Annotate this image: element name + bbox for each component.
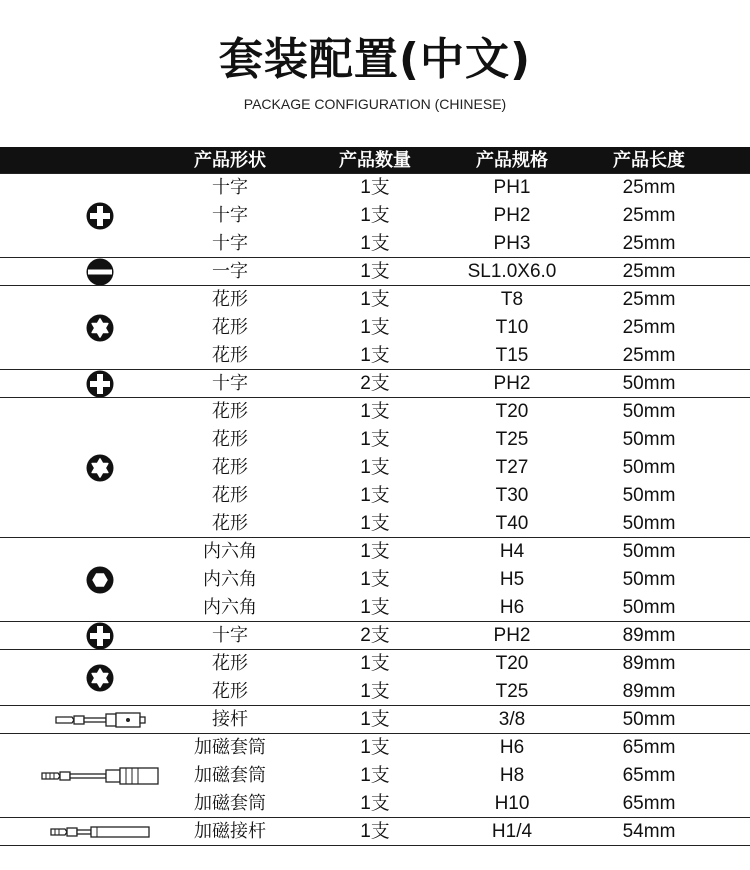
page-title: 套装配置(中文) bbox=[218, 34, 532, 85]
length-cell: 25mm bbox=[622, 289, 676, 310]
spec-cell: SL1.0X6.0 bbox=[467, 261, 557, 282]
phillips-icon bbox=[85, 369, 115, 399]
table-row bbox=[0, 790, 750, 818]
table-header bbox=[0, 147, 750, 174]
table-row bbox=[0, 482, 750, 510]
quantity-cell: 1支 bbox=[360, 653, 390, 674]
length-cell: 50mm bbox=[622, 457, 676, 478]
length-cell: 50mm bbox=[622, 513, 676, 534]
length-cell: 89mm bbox=[622, 681, 676, 702]
table-row bbox=[0, 286, 750, 314]
table-row bbox=[0, 230, 750, 258]
header-length: 产品长度 bbox=[613, 150, 685, 171]
quantity-cell: 1支 bbox=[360, 541, 390, 562]
quantity-cell: 1支 bbox=[360, 737, 390, 758]
spec-cell: H4 bbox=[499, 541, 525, 562]
torx-icon bbox=[85, 313, 115, 343]
row-divider bbox=[0, 845, 750, 846]
bit-holder-icon bbox=[49, 823, 151, 841]
shape-cell: 花形 bbox=[212, 457, 248, 478]
quantity-cell: 1支 bbox=[360, 345, 390, 366]
shape-cell: 接杆 bbox=[212, 709, 248, 730]
quantity-cell: 1支 bbox=[360, 821, 390, 842]
table-row bbox=[0, 342, 750, 370]
shape-cell: 花形 bbox=[212, 429, 248, 450]
shape-cell: 花形 bbox=[212, 681, 248, 702]
length-cell: 25mm bbox=[622, 261, 676, 282]
shape-cell: 内六角 bbox=[203, 569, 257, 590]
spec-cell: T27 bbox=[495, 457, 529, 478]
length-cell: 50mm bbox=[622, 485, 676, 506]
header-shape: 产品形状 bbox=[194, 150, 266, 171]
shape-cell: 加磁套筒 bbox=[194, 737, 266, 758]
quantity-cell: 1支 bbox=[360, 709, 390, 730]
length-cell: 25mm bbox=[622, 233, 676, 254]
spec-cell: H8 bbox=[499, 765, 525, 786]
quantity-cell: 1支 bbox=[360, 569, 390, 590]
table-row bbox=[0, 594, 750, 622]
spec-cell: T25 bbox=[495, 429, 529, 450]
length-cell: 50mm bbox=[622, 541, 676, 562]
shape-cell: 内六角 bbox=[203, 597, 257, 618]
shape-cell: 加磁套筒 bbox=[194, 793, 266, 814]
spec-cell: PH2 bbox=[493, 625, 531, 646]
quantity-cell: 2支 bbox=[360, 373, 390, 394]
spec-cell: T30 bbox=[495, 485, 529, 506]
length-cell: 25mm bbox=[622, 205, 676, 226]
spec-cell: T40 bbox=[495, 513, 529, 534]
length-cell: 50mm bbox=[622, 597, 676, 618]
quantity-cell: 2支 bbox=[360, 625, 390, 646]
quantity-cell: 1支 bbox=[360, 317, 390, 338]
slotted-icon bbox=[85, 257, 115, 287]
shape-cell: 十字 bbox=[212, 205, 248, 226]
quantity-cell: 1支 bbox=[360, 457, 390, 478]
quantity-cell: 1支 bbox=[360, 513, 390, 534]
length-cell: 65mm bbox=[622, 765, 676, 786]
spec-cell: H10 bbox=[494, 793, 530, 814]
table-row bbox=[0, 734, 750, 762]
spec-cell: T25 bbox=[495, 681, 529, 702]
quantity-cell: 1支 bbox=[360, 597, 390, 618]
shape-cell: 十字 bbox=[212, 373, 248, 394]
shape-cell: 花形 bbox=[212, 513, 248, 534]
spec-cell: PH1 bbox=[493, 177, 531, 198]
quantity-cell: 1支 bbox=[360, 233, 390, 254]
length-cell: 25mm bbox=[622, 317, 676, 338]
spec-cell: H1/4 bbox=[491, 821, 533, 842]
torx-icon bbox=[85, 453, 115, 483]
table-row bbox=[0, 398, 750, 426]
length-cell: 25mm bbox=[622, 177, 676, 198]
length-cell: 65mm bbox=[622, 737, 676, 758]
spec-cell: 3/8 bbox=[498, 709, 526, 730]
shape-cell: 花形 bbox=[212, 289, 248, 310]
spec-cell: H5 bbox=[499, 569, 525, 590]
table-row bbox=[0, 510, 750, 538]
quantity-cell: 1支 bbox=[360, 765, 390, 786]
spec-cell: T8 bbox=[500, 289, 524, 310]
spec-cell: T20 bbox=[495, 401, 529, 422]
quantity-cell: 1支 bbox=[360, 793, 390, 814]
shape-cell: 加磁套筒 bbox=[194, 765, 266, 786]
quantity-cell: 1支 bbox=[360, 401, 390, 422]
shape-cell: 花形 bbox=[212, 317, 248, 338]
shape-cell: 十字 bbox=[212, 177, 248, 198]
spec-cell: H6 bbox=[499, 737, 525, 758]
header-quantity: 产品数量 bbox=[339, 150, 411, 171]
torx-icon bbox=[85, 663, 115, 693]
quantity-cell: 1支 bbox=[360, 289, 390, 310]
spec-cell: PH3 bbox=[493, 233, 531, 254]
length-cell: 50mm bbox=[622, 401, 676, 422]
page-subtitle: PACKAGE CONFIGURATION (CHINESE) bbox=[243, 96, 507, 112]
quantity-cell: 1支 bbox=[360, 205, 390, 226]
shape-cell: 花形 bbox=[212, 485, 248, 506]
spec-cell: T20 bbox=[495, 653, 529, 674]
length-cell: 50mm bbox=[622, 373, 676, 394]
shape-cell: 花形 bbox=[212, 653, 248, 674]
spec-cell: T10 bbox=[495, 317, 529, 338]
socket-adapter-icon bbox=[54, 710, 146, 730]
spec-cell: T15 bbox=[495, 345, 529, 366]
quantity-cell: 1支 bbox=[360, 177, 390, 198]
shape-cell: 内六角 bbox=[203, 541, 257, 562]
spec-cell: PH2 bbox=[493, 205, 531, 226]
table-row bbox=[0, 426, 750, 454]
length-cell: 65mm bbox=[622, 793, 676, 814]
length-cell: 50mm bbox=[622, 429, 676, 450]
quantity-cell: 1支 bbox=[360, 681, 390, 702]
length-cell: 89mm bbox=[622, 653, 676, 674]
spec-cell: H6 bbox=[499, 597, 525, 618]
quantity-cell: 1支 bbox=[360, 429, 390, 450]
shape-cell: 花形 bbox=[212, 401, 248, 422]
length-cell: 54mm bbox=[622, 821, 676, 842]
length-cell: 25mm bbox=[622, 345, 676, 366]
phillips-icon bbox=[85, 621, 115, 651]
header-spec: 产品规格 bbox=[476, 150, 548, 171]
table-row bbox=[0, 538, 750, 566]
shape-cell: 一字 bbox=[212, 261, 248, 282]
nut-driver-icon bbox=[40, 765, 160, 787]
table-row bbox=[0, 174, 750, 202]
hex-icon bbox=[85, 565, 115, 595]
spec-cell: PH2 bbox=[493, 373, 531, 394]
shape-cell: 花形 bbox=[212, 345, 248, 366]
length-cell: 50mm bbox=[622, 709, 676, 730]
shape-cell: 十字 bbox=[212, 233, 248, 254]
length-cell: 89mm bbox=[622, 625, 676, 646]
shape-cell: 十字 bbox=[212, 625, 248, 646]
phillips-icon bbox=[85, 201, 115, 231]
shape-cell: 加磁接杆 bbox=[194, 821, 266, 842]
quantity-cell: 1支 bbox=[360, 485, 390, 506]
quantity-cell: 1支 bbox=[360, 261, 390, 282]
length-cell: 50mm bbox=[622, 569, 676, 590]
